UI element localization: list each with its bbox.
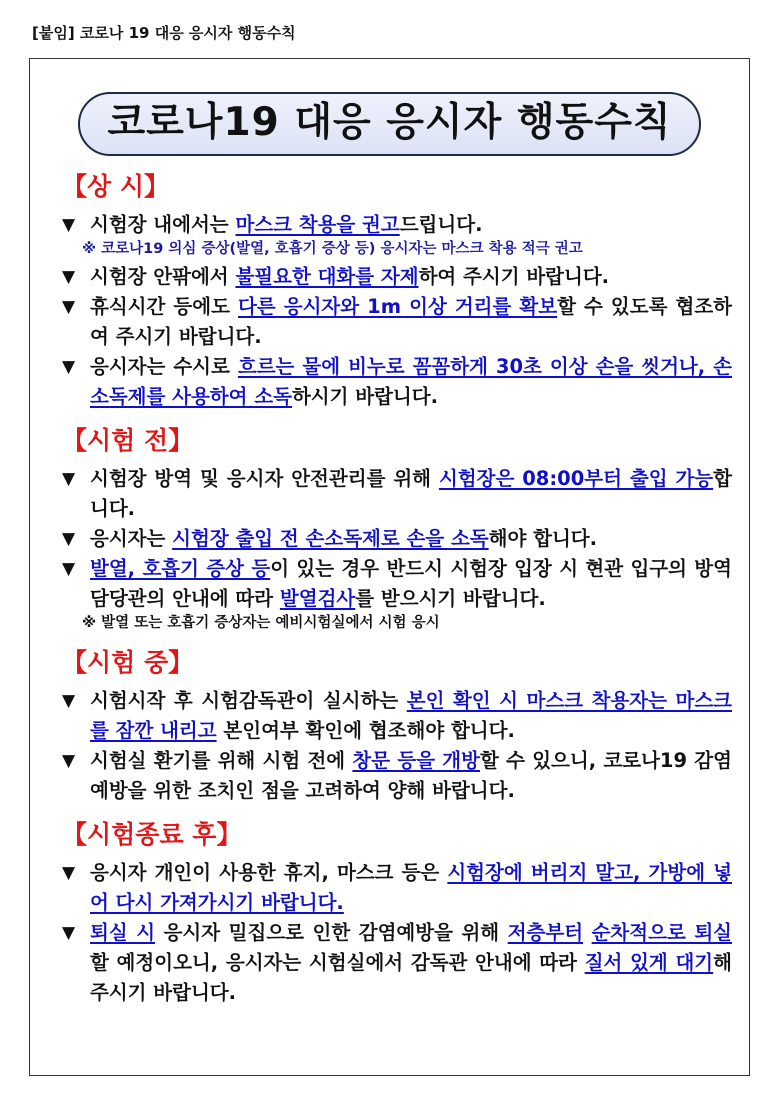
rule-note: ※ 코로나19 의심 증상(발열, 호흡기 증상 등) 응시자는 마스크 착용 적극 권고 [82, 241, 583, 257]
triangle-bullet-icon: ▼ [62, 297, 76, 317]
rule-item: ▼ 퇴실 시 응시자 밀집으로 인한 감염예방을 위해 저층부터 순차적으로 퇴실할 예정이오니, 응시자는 시험실에서 감독관 안내에 따라 질서 있게 대기해 주시기 바랍니다. [62, 918, 732, 1008]
triangle-bullet-icon: ▼ [62, 215, 76, 235]
section-heading-always: 【상 시】 [62, 172, 170, 201]
triangle-bullet-icon: ▼ [62, 529, 76, 549]
attachment-label: [붙임] 코로나 19 대응 응시자 행동수칙 [32, 24, 296, 42]
triangle-bullet-icon: ▼ [62, 863, 76, 883]
rule-item: ▼ 발열, 호흡기 증상 등이 있는 경우 반드시 시험장 입장 시 현관 입구의 방역담당관의 안내에 따라 발열검사를 받으시기 바랍니다. [62, 554, 732, 614]
rule-item: ▼ 응시자는 시험장 출입 전 손소독제로 손을 소독해야 합니다. [62, 524, 732, 554]
rules-content [62, 170, 732, 1008]
rule-item: ▼ 시험장 내에서는 마스크 착용을 권고드립니다. [62, 210, 732, 240]
triangle-bullet-icon: ▼ [62, 267, 76, 287]
section-heading-after-exam: 【시험종료 후】 [62, 820, 242, 849]
rule-item: ▼ 휴식시간 등에도 다른 응시자와 1m 이상 거리를 확보할 수 있도록 협조하여 주시기 바랍니다. [62, 292, 732, 352]
section-heading-before-exam: 【시험 전】 [62, 426, 194, 455]
rule-item: ▼ 시험장 방역 및 응시자 안전관리를 위해 시험장은 08:00부터 출입 가능합니다. [62, 464, 732, 524]
rule-note: ※ 발열 또는 호흡기 증상자는 예비시험실에서 시험 응시 [82, 615, 440, 631]
triangle-bullet-icon: ▼ [62, 751, 76, 771]
triangle-bullet-icon: ▼ [62, 357, 76, 377]
rule-item: ▼ 시험시작 후 시험감독관이 실시하는 본인 확인 시 마스크 착용자는 마스크를 잠깐 내리고 본인여부 확인에 협조해야 합니다. [62, 686, 732, 746]
rule-item: ▼ 응시자 개인이 사용한 휴지, 마스크 등은 시험장에 버리지 말고, 가방에 넣어 다시 가져가시기 바랍니다. [62, 858, 732, 918]
triangle-bullet-icon: ▼ [62, 691, 76, 711]
page-title: 코로나19 대응 응시자 행동수칙 [78, 92, 701, 156]
rule-item: ▼ 시험장 안팎에서 불필요한 대화를 자제하여 주시기 바랍니다. [62, 262, 732, 292]
rule-item: ▼ 응시자는 수시로 흐르는 물에 비누로 꼼꼼하게 30초 이상 손을 씻거나, 손소독제를 사용하여 소독하시기 바랍니다. [62, 352, 732, 412]
triangle-bullet-icon: ▼ [62, 469, 76, 489]
rule-item: ▼ 시험실 환기를 위해 시험 전에 창문 등을 개방할 수 있으니, 코로나19 감염 예방을 위한 조치인 점을 고려하여 양해 바랍니다. [62, 746, 732, 806]
section-heading-during-exam: 【시험 중】 [62, 648, 194, 677]
triangle-bullet-icon: ▼ [62, 923, 76, 943]
triangle-bullet-icon: ▼ [62, 559, 76, 579]
